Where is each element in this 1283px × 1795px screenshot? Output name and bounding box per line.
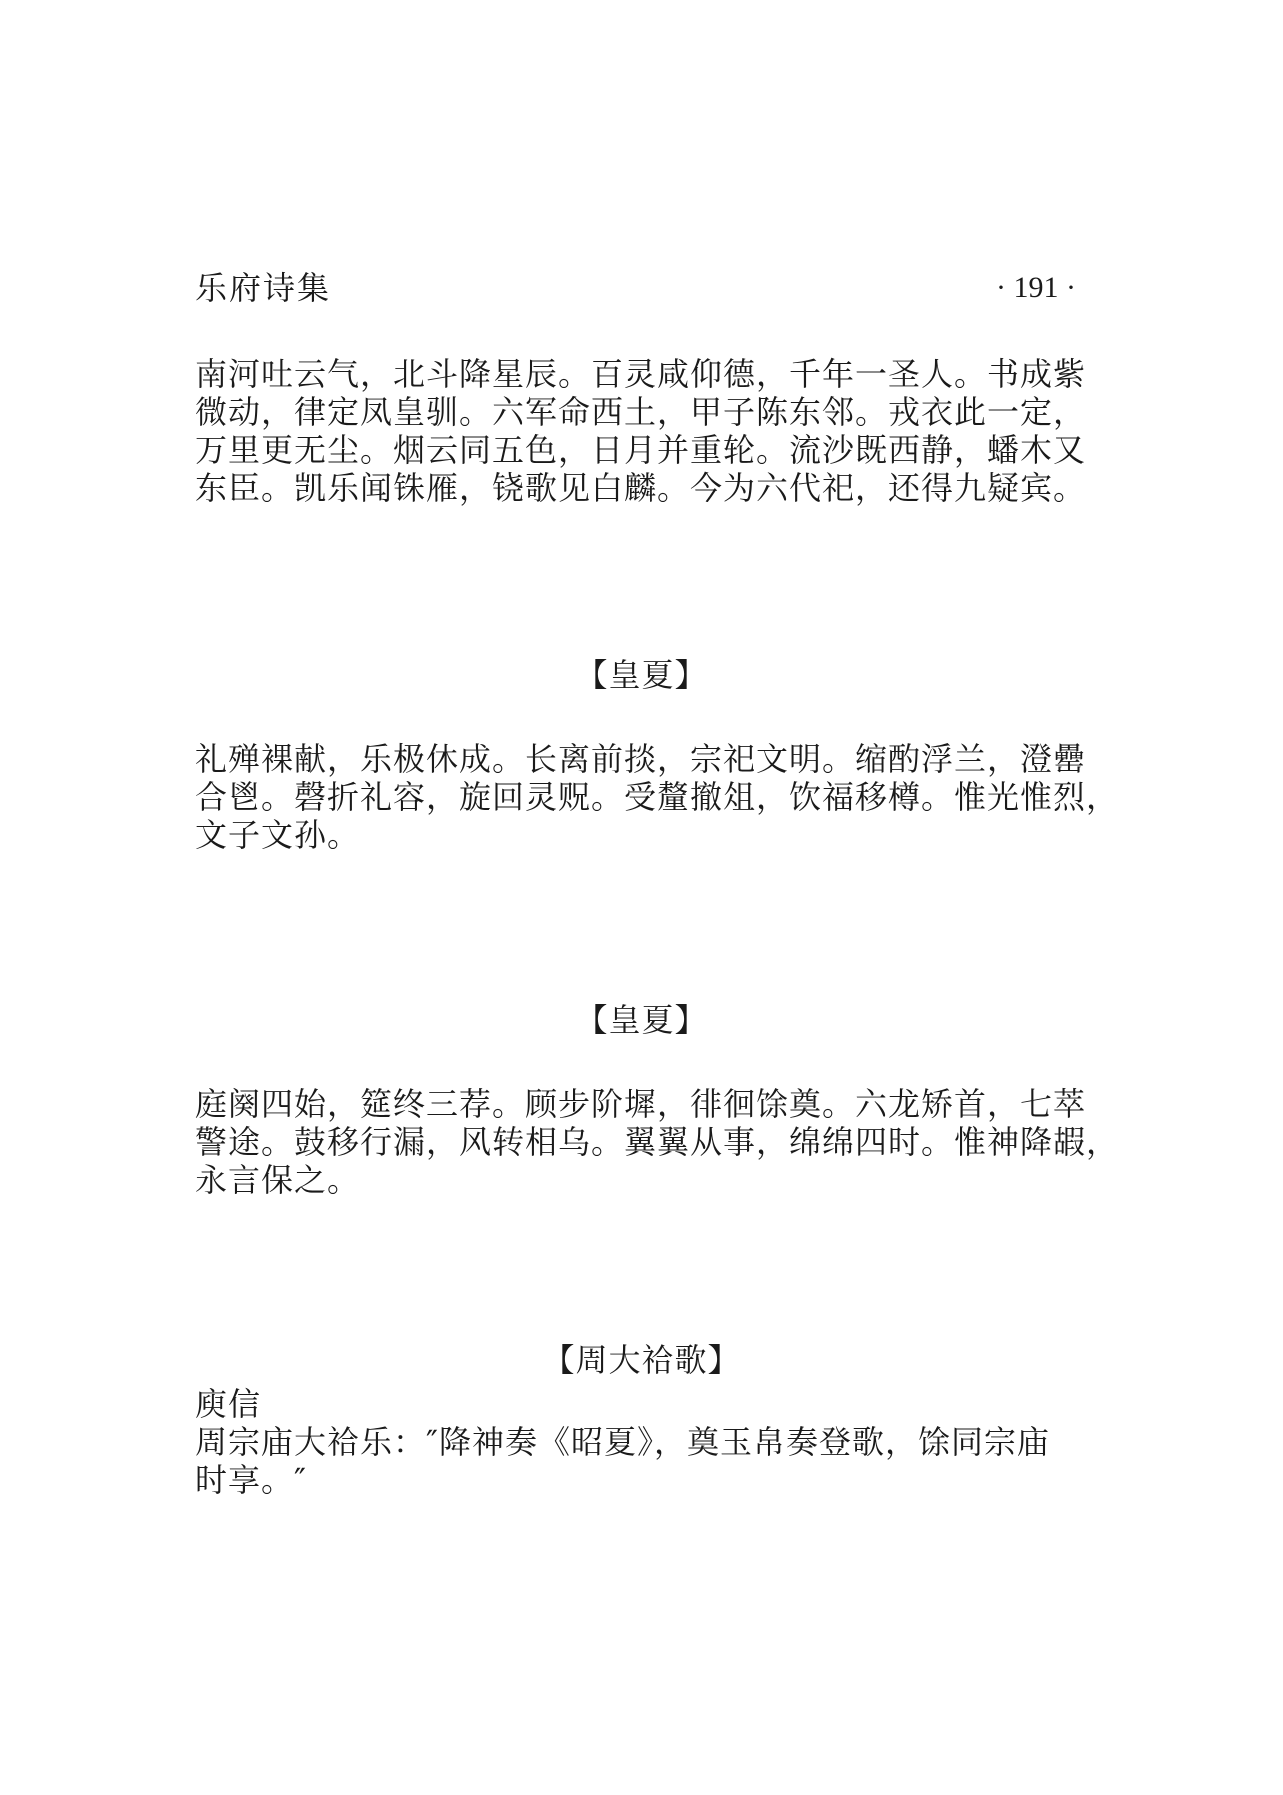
text-line: 文子文孙。 bbox=[195, 816, 361, 854]
page-number: · 191 · bbox=[996, 271, 1076, 304]
poem-paragraph-1 bbox=[195, 355, 1115, 507]
poem-paragraph-2 bbox=[195, 740, 1120, 854]
text-line: 永言保之。 bbox=[195, 1161, 361, 1199]
poem-paragraph-3 bbox=[195, 1085, 1120, 1199]
text-line: 礼殚裸献，乐极休成。长离前掞，宗祀文明。缩酌浮兰，澄罍 bbox=[195, 740, 1087, 778]
text-line: 庭阕四始，筵终三荐。顾步阶墀，徘徊馀奠。六龙矫首，七萃 bbox=[195, 1085, 1087, 1123]
text-line: 警途。鼓移行漏，风转相乌。翼翼从事，绵绵四时。惟神降嘏， bbox=[195, 1123, 1120, 1161]
section-heading: 【皇夏】 bbox=[575, 1001, 708, 1039]
text-line: 合鬯。磬折礼容，旋回灵贶。受釐撤俎，饮福移樽。惟光惟烈， bbox=[195, 778, 1120, 816]
preface-note bbox=[195, 1423, 1115, 1499]
text-line: 东臣。凯乐闻铢雁，铙歌见白麟。今为六代祀，还得九疑宾。 bbox=[195, 469, 1087, 507]
book-title: 乐府诗集 bbox=[195, 269, 332, 307]
section-heading: 【皇夏】 bbox=[575, 656, 708, 694]
text-line: 周宗庙大祫乐：″降神奏《昭夏》，奠玉帛奏登歌，馀同宗庙 bbox=[195, 1423, 1050, 1461]
text-line: 微动，律定凤皇驯。六军命西土，甲子陈东邻。戎衣此一定， bbox=[195, 393, 1087, 431]
section-heading: 【周大祫歌】 bbox=[542, 1341, 741, 1379]
text-line: 万里更无尘。烟云同五色，日月并重轮。流沙既西静，蟠木又 bbox=[195, 431, 1087, 469]
text-line: 时享。″ bbox=[195, 1461, 307, 1499]
author-name: 庾信 bbox=[195, 1385, 262, 1423]
text-line: 南河吐云气，北斗降星辰。百灵咸仰德，千年一圣人。书成紫 bbox=[195, 355, 1087, 393]
